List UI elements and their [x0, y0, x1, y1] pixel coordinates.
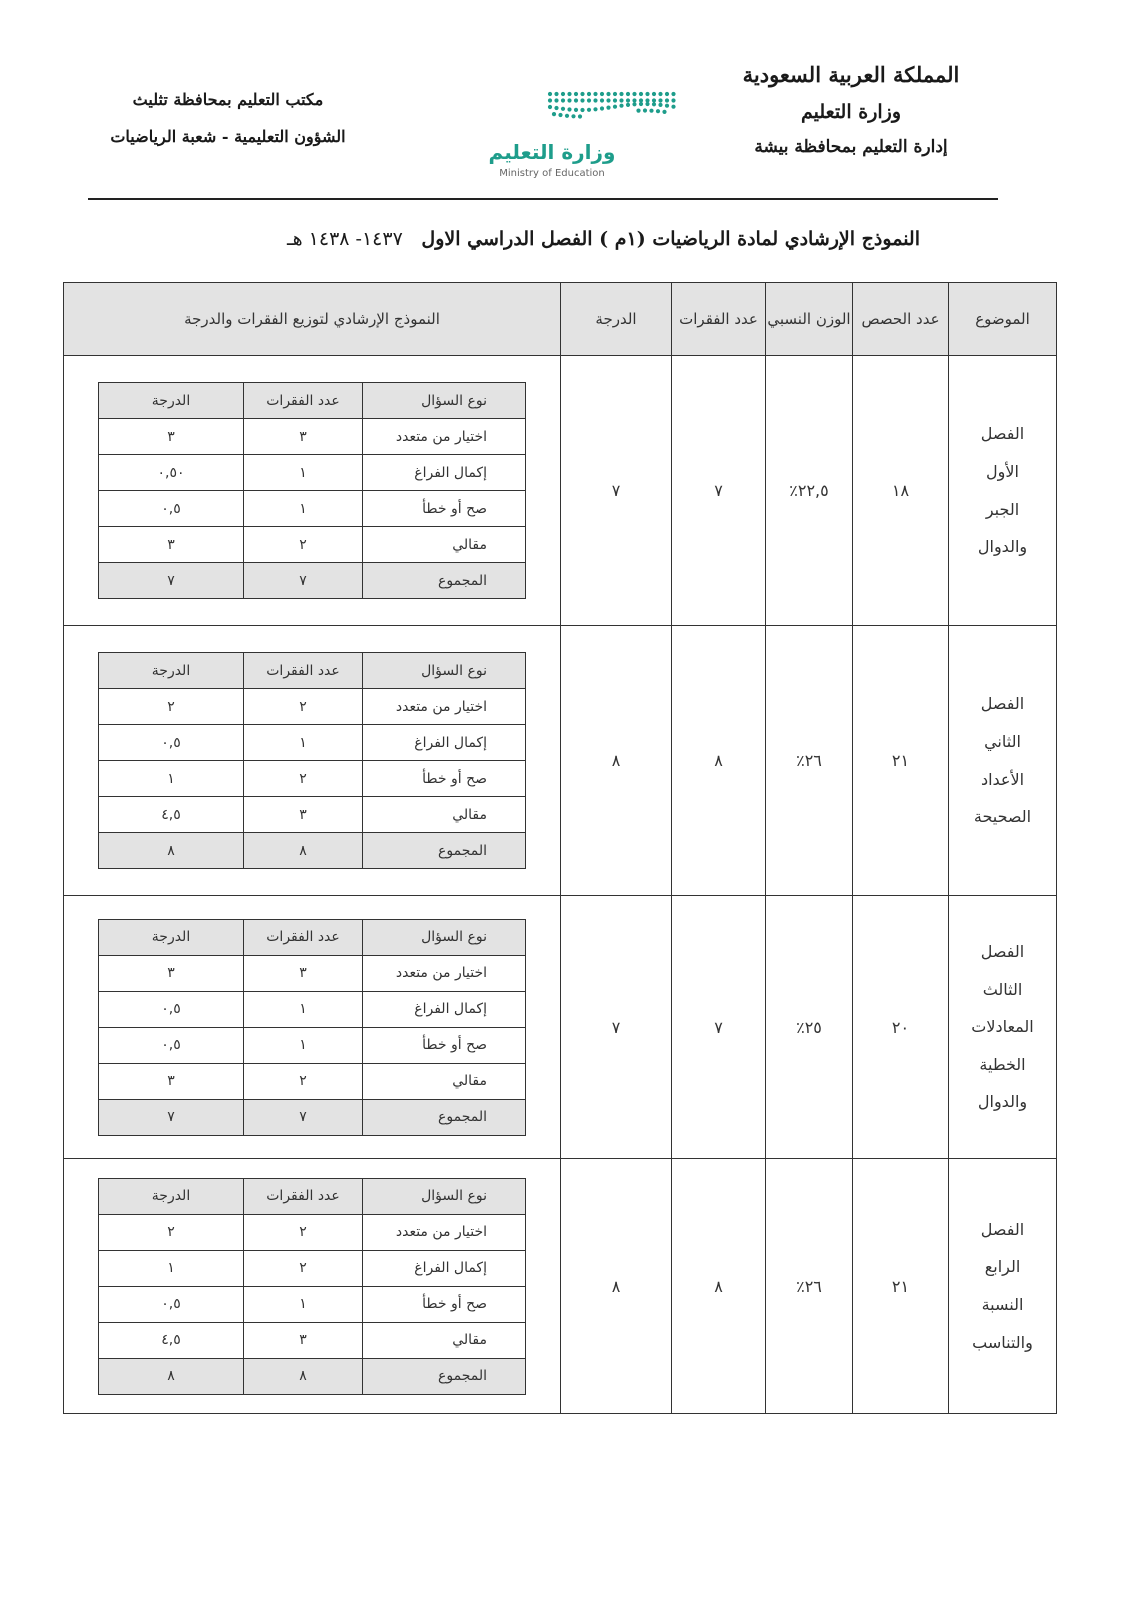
- distribution-total-row: [99, 1099, 526, 1135]
- periods-cell: ٢٠: [853, 896, 949, 1159]
- distribution-row: [99, 797, 526, 833]
- question-type-cell: صح أو خطأ: [363, 491, 526, 527]
- topic-line: الأعداد: [980, 769, 1025, 789]
- item-count-cell: ٨: [244, 1358, 363, 1394]
- topic-cell: [949, 896, 1057, 1159]
- distribution-row: [99, 1286, 526, 1322]
- item-count-cell: ٣: [244, 797, 363, 833]
- distribution-row: [99, 955, 526, 991]
- title-text: النموذج الإرشادي لمادة الرياضيات (١م ) الفصل الدراسي الاول: [421, 228, 920, 250]
- logo-arabic-text: وزارة التعليم: [488, 140, 616, 164]
- topic-line: الرابع: [984, 1257, 1021, 1277]
- grade-cell: ٠,٥: [99, 1027, 244, 1063]
- distribution-total-row: [99, 1358, 526, 1394]
- table-row: [64, 1159, 1057, 1414]
- col-grade: الدرجة: [561, 283, 672, 356]
- table-header-row: [64, 283, 1057, 356]
- grade-cell: ٠,٥: [99, 991, 244, 1027]
- distribution-row: [99, 1027, 526, 1063]
- grade-cell: ٠,٥: [99, 725, 244, 761]
- grade-cell: ٢: [99, 1214, 244, 1250]
- office-name: مكتب التعليم بمحافظة تثليث: [132, 90, 324, 109]
- model-cell: [64, 896, 561, 1159]
- model-cell: [64, 356, 561, 626]
- topic-cell: [949, 356, 1057, 626]
- col-periods: عدد الحصص: [853, 283, 949, 356]
- question-type-cell: إكمال الفراغ: [363, 455, 526, 491]
- item-count-cell: ٣: [244, 419, 363, 455]
- kingdom-name: المملكة العربية السعودية: [742, 62, 960, 87]
- distribution-row: [99, 527, 526, 563]
- grade-cell: ٠,٥: [99, 1286, 244, 1322]
- grade-cell: ٨: [99, 833, 244, 869]
- items-cell: ٧: [672, 356, 766, 626]
- item-count-cell: ١: [244, 455, 363, 491]
- distribution-header-cell: عدد الفقرات: [244, 919, 363, 955]
- question-type-cell: مقالي: [363, 1063, 526, 1099]
- topic-line: الفصل: [980, 694, 1025, 714]
- question-type-cell: مقالي: [363, 1322, 526, 1358]
- grade-cell: ٣: [99, 419, 244, 455]
- distribution-header-cell: الدرجة: [99, 653, 244, 689]
- question-type-cell: اختيار من متعدد: [363, 689, 526, 725]
- distribution-row: [99, 1214, 526, 1250]
- topic-line: النسبة: [981, 1295, 1024, 1314]
- distribution-header-cell: نوع السؤال: [363, 653, 526, 689]
- model-cell: [64, 1159, 561, 1414]
- grade-cell: ١: [99, 761, 244, 797]
- col-items: عدد الفقرات: [672, 283, 766, 356]
- distribution-table: [98, 919, 526, 1136]
- grade-cell: ٤,٥: [99, 1322, 244, 1358]
- header-left-block: [78, 90, 378, 146]
- distribution-row: [99, 725, 526, 761]
- model-cell: [64, 626, 561, 896]
- item-count-cell: ٢: [244, 1214, 363, 1250]
- periods-cell: ١٨: [853, 356, 949, 626]
- distribution-header-cell: الدرجة: [99, 1178, 244, 1214]
- grade-cell: ٧: [561, 356, 672, 626]
- question-type-cell: مقالي: [363, 797, 526, 833]
- grade-cell: ٨: [561, 1159, 672, 1414]
- grade-cell: ٣: [99, 527, 244, 563]
- question-type-cell: اختيار من متعدد: [363, 419, 526, 455]
- distribution-header-cell: عدد الفقرات: [244, 1178, 363, 1214]
- distribution-header-cell: نوع السؤال: [363, 383, 526, 419]
- distribution-header-row: [99, 1178, 526, 1214]
- distribution-row: [99, 491, 526, 527]
- distribution-table: [98, 652, 526, 869]
- distribution-header-cell: نوع السؤال: [363, 919, 526, 955]
- directorate-name: إدارة التعليم بمحافظة بيشة: [754, 137, 948, 157]
- item-count-cell: ١: [244, 725, 363, 761]
- question-type-cell: المجموع: [363, 1358, 526, 1394]
- title-years: ١٤٣٧- ١٤٣٨ هـ: [287, 228, 403, 250]
- periods-cell: ٢١: [853, 1159, 949, 1414]
- logo-english-text: Ministry of Education: [499, 168, 605, 179]
- col-model: النموذج الإرشادي لتوزيع الفقرات والدرجة: [64, 283, 561, 356]
- logo-dots-icon: [488, 88, 688, 138]
- distribution-header-cell: عدد الفقرات: [244, 383, 363, 419]
- grade-cell: ٣: [99, 955, 244, 991]
- item-count-cell: ٢: [244, 1063, 363, 1099]
- topic-line: الفصل: [980, 1219, 1025, 1239]
- topic-line: الأول: [986, 461, 1019, 481]
- topic-line: الثالث: [982, 979, 1023, 999]
- item-count-cell: ٧: [244, 563, 363, 599]
- grade-cell: ٧: [561, 896, 672, 1159]
- distribution-row: [99, 1063, 526, 1099]
- question-type-cell: صح أو خطأ: [363, 761, 526, 797]
- distribution-row: [99, 1250, 526, 1286]
- distribution-header-cell: الدرجة: [99, 919, 244, 955]
- items-cell: ٧: [672, 896, 766, 1159]
- item-count-cell: ١: [244, 991, 363, 1027]
- question-type-cell: المجموع: [363, 1099, 526, 1135]
- grade-cell: ١: [99, 1250, 244, 1286]
- header-divider: [88, 198, 998, 200]
- item-count-cell: ١: [244, 1027, 363, 1063]
- topic-line: الخطية: [979, 1054, 1026, 1074]
- grade-cell: ٨: [99, 1358, 244, 1394]
- periods-cell: ٢١: [853, 626, 949, 896]
- topic-cell: [949, 1159, 1057, 1414]
- item-count-cell: ٧: [244, 1099, 363, 1135]
- item-count-cell: ٢: [244, 689, 363, 725]
- item-count-cell: ٣: [244, 955, 363, 991]
- distribution-header-row: [99, 383, 526, 419]
- distribution-row: [99, 761, 526, 797]
- table-row: [64, 896, 1057, 1159]
- distribution-row: [99, 1322, 526, 1358]
- topic-line: الثاني: [984, 731, 1021, 751]
- items-cell: ٨: [672, 626, 766, 896]
- topic-line: والدوال: [977, 1092, 1028, 1112]
- topic-line: الصحيحة: [973, 807, 1032, 827]
- weight-cell: ٢٦٪: [766, 1159, 853, 1414]
- grade-cell: ٧: [99, 1099, 244, 1135]
- col-weight: الوزن النسبي: [766, 283, 853, 356]
- grade-cell: ٣: [99, 1063, 244, 1099]
- weight-cell: ٢٦٪: [766, 626, 853, 896]
- col-topic: الموضوع: [949, 283, 1057, 356]
- question-type-cell: اختيار من متعدد: [363, 955, 526, 991]
- distribution-row: [99, 689, 526, 725]
- department-name: الشؤون التعليمية - شعبة الرياضيات: [110, 127, 346, 146]
- item-count-cell: ٢: [244, 1250, 363, 1286]
- question-type-cell: صح أو خطأ: [363, 1286, 526, 1322]
- distribution-table: [98, 1178, 526, 1395]
- topic-line: الجبر: [985, 499, 1020, 519]
- distribution-header-cell: عدد الفقرات: [244, 653, 363, 689]
- exam-blueprint-table: [63, 282, 1057, 1414]
- distribution-header-cell: الدرجة: [99, 383, 244, 419]
- items-cell: ٨: [672, 1159, 766, 1414]
- distribution-row: [99, 991, 526, 1027]
- topic-line: والتناسب: [972, 1332, 1033, 1352]
- grade-cell: ٠,٥: [99, 491, 244, 527]
- question-type-cell: إكمال الفراغ: [363, 725, 526, 761]
- question-type-cell: إكمال الفراغ: [363, 1250, 526, 1286]
- header-right-block: [721, 62, 981, 157]
- question-type-cell: إكمال الفراغ: [363, 991, 526, 1027]
- weight-cell: ٢٢,٥٪: [766, 356, 853, 626]
- ministry-logo: [488, 88, 688, 188]
- ministry-name: وزارة التعليم: [800, 101, 901, 123]
- distribution-header-cell: نوع السؤال: [363, 1178, 526, 1214]
- item-count-cell: ٨: [244, 833, 363, 869]
- table-row: [64, 626, 1057, 896]
- grade-cell: ٢: [99, 689, 244, 725]
- topic-line: والدوال: [977, 537, 1028, 557]
- table-row: [64, 356, 1057, 626]
- distribution-header-row: [99, 653, 526, 689]
- item-count-cell: ١: [244, 1286, 363, 1322]
- topic-line: الفصل: [980, 424, 1025, 444]
- page-title: [150, 228, 920, 250]
- question-type-cell: المجموع: [363, 833, 526, 869]
- item-count-cell: ٢: [244, 761, 363, 797]
- topic-line: الفصل: [980, 942, 1025, 962]
- grade-cell: ٧: [99, 563, 244, 599]
- grade-cell: ٠,٥٠: [99, 455, 244, 491]
- question-type-cell: المجموع: [363, 563, 526, 599]
- question-type-cell: اختيار من متعدد: [363, 1214, 526, 1250]
- grade-cell: ٨: [561, 626, 672, 896]
- topic-cell: [949, 626, 1057, 896]
- item-count-cell: ٣: [244, 1322, 363, 1358]
- distribution-total-row: [99, 563, 526, 599]
- distribution-total-row: [99, 833, 526, 869]
- item-count-cell: ١: [244, 491, 363, 527]
- distribution-row: [99, 455, 526, 491]
- weight-cell: ٢٥٪: [766, 896, 853, 1159]
- question-type-cell: مقالي: [363, 527, 526, 563]
- distribution-header-row: [99, 919, 526, 955]
- question-type-cell: صح أو خطأ: [363, 1027, 526, 1063]
- topic-line: المعادلات: [971, 1017, 1034, 1037]
- grade-cell: ٤,٥: [99, 797, 244, 833]
- distribution-row: [99, 419, 526, 455]
- distribution-table: [98, 382, 526, 599]
- item-count-cell: ٢: [244, 527, 363, 563]
